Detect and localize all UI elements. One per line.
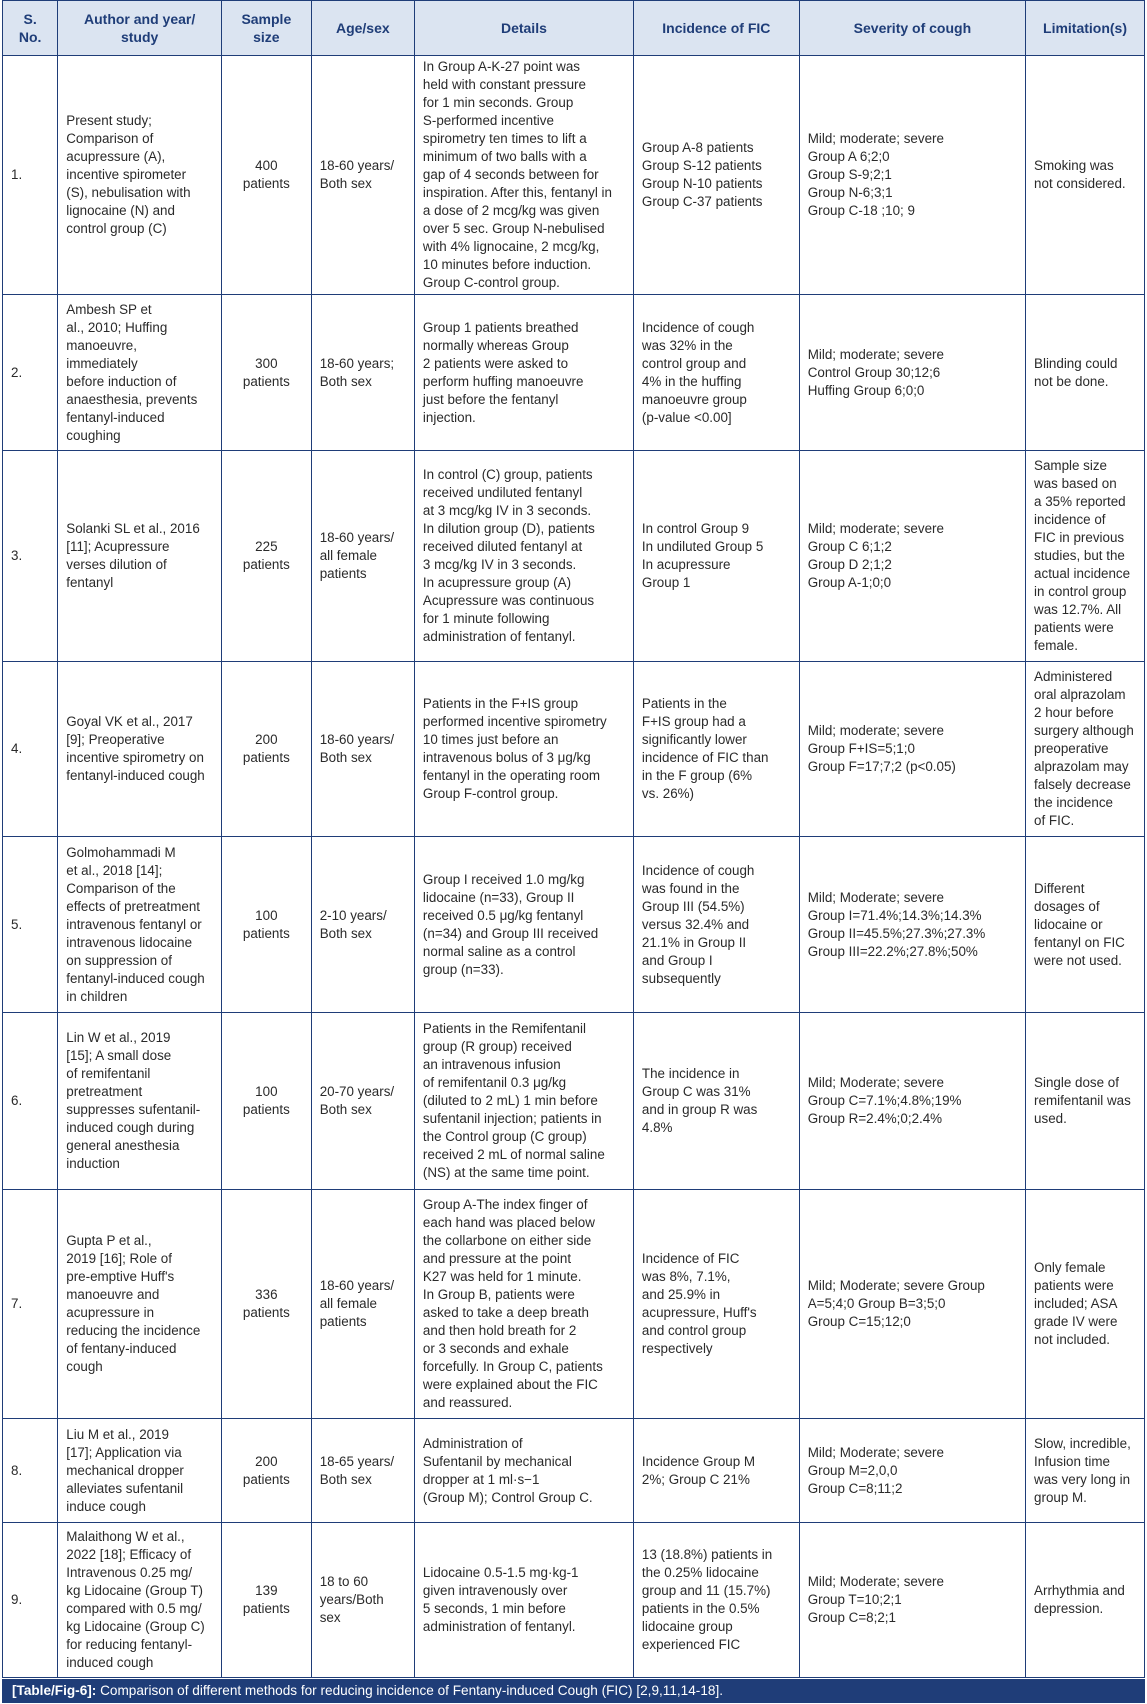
cell-age: 18-60 years/ all female patients	[311, 451, 414, 662]
cell-details: In Group A-K-27 point was held with constant pressure for 1 min seconds. Group S-performed incentive spirometry ten times to lift a minimum of two balls with a gap of 4 seconds between for inspiration. After this, fentanyl in a dose of 2 mcg/kg was given over 5 sec. Group N-nebulised with 4% lignocaine, 2 mcg/kg, 10 minutes before induction. Group C-control group.	[414, 56, 633, 295]
cell-severity: Mild; Moderate; severe Group M=2,0,0 Group C=8;11;2	[799, 1419, 1025, 1523]
cell-sno: 1.	[3, 56, 58, 295]
cell-sno: 7.	[3, 1190, 58, 1419]
cell-limitation: Single dose of remifentanil was used.	[1026, 1013, 1145, 1190]
table-row	[3, 1523, 1145, 1678]
cell-severity: Mild; Moderate; severe Group C=7.1%;4.8%;19% Group R=2.4%;0;2.4%	[799, 1013, 1025, 1190]
cell-incidence: Incidence Group M 2%; Group C 21%	[633, 1419, 799, 1523]
table-row	[3, 295, 1145, 451]
comparison-table	[2, 0, 1145, 1678]
cell-details: Patients in the Remifentanil group (R group) received an intravenous infusion of remifentanil 0.3 μg/kg (diluted to 2 mL) 1 min before sufentanil injection; patients in the Control group (C group) received 2 mL of normal saline (NS) at the same time point.	[414, 1013, 633, 1190]
table-row	[3, 1013, 1145, 1190]
cell-severity: Mild; moderate; severe Group C 6;1;2 Group D 2;1;2 Group A-1;0;0	[799, 451, 1025, 662]
cell-details: Group I received 1.0 mg/kg lidocaine (n=33), Group II received 0.5 μg/kg fentanyl (n=34) and Group III received normal saline as a control group (n=33).	[414, 837, 633, 1013]
cell-limitation: Sample size was based on a 35% reported incidence of FIC in previous studies, but the actual incidence in control group was 12.7%. All patients were female.	[1026, 451, 1145, 662]
cell-incidence: Incidence of cough was 32% in the control group and 4% in the huffing manoeuvre group (p-value <0.00]	[633, 295, 799, 451]
cell-author: Gupta P et al., 2019 [16]; Role of pre-emptive Huff's manoeuvre and acupressure in reducing the incidence of fentany-induced cough	[58, 1190, 222, 1419]
cell-age: 20-70 years/ Both sex	[311, 1013, 414, 1190]
cell-sno: 9.	[3, 1523, 58, 1678]
cell-sample: 300 patients	[222, 295, 312, 451]
cell-author: Present study; Comparison of acupressure (A), incentive spirometer (S), nebulisation with lignocaine (N) and control group (C)	[58, 56, 222, 295]
table-row	[3, 451, 1145, 662]
cell-severity: Mild; Moderate; severe Group T=10;2;1 Group C=8;2;1	[799, 1523, 1025, 1678]
cell-age: 18-65 years/ Both sex	[311, 1419, 414, 1523]
table-row	[3, 837, 1145, 1013]
cell-sample: 336 patients	[222, 1190, 312, 1419]
cell-limitation: Arrhythmia and depression.	[1026, 1523, 1145, 1678]
cell-severity: Mild; moderate; severe Group F+IS=5;1;0 Group F=17;7;2 (p<0.05)	[799, 662, 1025, 837]
cell-age: 18-60 years/ all female patients	[311, 1190, 414, 1419]
table-row	[3, 662, 1145, 837]
caption-label: [Table/Fig-6]:	[12, 1683, 97, 1698]
cell-sno: 8.	[3, 1419, 58, 1523]
cell-severity: Mild; Moderate; severe Group A=5;4;0 Group B=3;5;0 Group C=15;12;0	[799, 1190, 1025, 1419]
cell-incidence: Patients in the F+IS group had a significantly lower incidence of FIC than in the F group (6% vs. 26%)	[633, 662, 799, 837]
table-row	[3, 56, 1145, 295]
cell-sample: 139 patients	[222, 1523, 312, 1678]
cell-details: In control (C) group, patients received undiluted fentanyl at 3 mcg/kg IV in 3 seconds. In dilution group (D), patients received diluted fentanyl at 3 mcg/kg IV in 3 seconds. In acupressure group (A) Acupressure was continuous for 1 minute following administration of fentanyl.	[414, 451, 633, 662]
cell-sample: 100 patients	[222, 1013, 312, 1190]
cell-details: Group 1 patients breathed normally whereas Group 2 patients were asked to perform huffing manoeuvre just before the fentanyl injection.	[414, 295, 633, 451]
cell-limitation: Blinding could not be done.	[1026, 295, 1145, 451]
cell-author: Goyal VK et al., 2017 [9]; Preoperative incentive spirometry on fentanyl-induced cough	[58, 662, 222, 837]
cell-sample: 100 patients	[222, 837, 312, 1013]
cell-incidence: Incidence of FIC was 8%, 7.1%, and 25.9% in acupressure, Huff's and control group respectively	[633, 1190, 799, 1419]
header-details: Details	[414, 1, 633, 56]
cell-incidence: In control Group 9 In undiluted Group 5 In acupressure Group 1	[633, 451, 799, 662]
cell-incidence: The incidence in Group C was 31% and in group R was 4.8%	[633, 1013, 799, 1190]
cell-sno: 5.	[3, 837, 58, 1013]
cell-sample: 200 patients	[222, 662, 312, 837]
header-incidence: Incidence of FIC	[633, 1, 799, 56]
table-row	[3, 1190, 1145, 1419]
cell-severity: Mild; Moderate; severe Group I=71.4%;14.3%;14.3% Group II=45.5%;27.3%;27.3% Group III=22.2%;27.8%;50%	[799, 837, 1025, 1013]
cell-details: Group A-The index finger of each hand was placed below the collarbone on either side and pressure at the point K27 was held for 1 minute. In Group B, patients were asked to take a deep breath and then hold breath for 2 or 3 seconds and exhale forcefully. In Group C, patients were explained about the FIC and reassured.	[414, 1190, 633, 1419]
cell-age: 18-60 years/ Both sex	[311, 662, 414, 837]
cell-sno: 2.	[3, 295, 58, 451]
cell-age: 18-60 years/ Both sex	[311, 56, 414, 295]
cell-limitation: Slow, incredible, Infusion time was very long in group M.	[1026, 1419, 1145, 1523]
cell-sample: 400 patients	[222, 56, 312, 295]
cell-author: Malaithong W et al., 2022 [18]; Efficacy of Intravenous 0.25 mg/ kg Lidocaine (Group T) compared with 0.5 mg/ kg Lidocaine (Group C) for reducing fentanyl- induced cough	[58, 1523, 222, 1678]
cell-severity: Mild; moderate; severe Control Group 30;12;6 Huffing Group 6;0;0	[799, 295, 1025, 451]
table-caption	[2, 1679, 1145, 1703]
cell-sno: 3.	[3, 451, 58, 662]
cell-age: 18 to 60 years/Both sex	[311, 1523, 414, 1678]
cell-limitation: Only female patients were included; ASA grade IV were not included.	[1026, 1190, 1145, 1419]
cell-details: Lidocaine 0.5-1.5 mg·kg-1 given intravenously over 5 seconds, 1 min before administration of fentanyl.	[414, 1523, 633, 1678]
cell-sample: 225 patients	[222, 451, 312, 662]
cell-age: 18-60 years; Both sex	[311, 295, 414, 451]
header-sample-size: Sample size	[222, 1, 312, 56]
header-age-sex: Age/sex	[311, 1, 414, 56]
header-sno: S. No.	[3, 1, 58, 56]
cell-incidence: Group A-8 patients Group S-12 patients Group N-10 patients Group C-37 patients	[633, 56, 799, 295]
cell-sno: 6.	[3, 1013, 58, 1190]
header-author: Author and year/ study	[58, 1, 222, 56]
cell-author: Solanki SL et al., 2016 [11]; Acupressure verses dilution of fentanyl	[58, 451, 222, 662]
cell-age: 2-10 years/ Both sex	[311, 837, 414, 1013]
header-severity: Severity of cough	[799, 1, 1025, 56]
cell-details: Patients in the F+IS group performed incentive spirometry 10 times just before an intravenous bolus of 3 μg/kg fentanyl in the operating room Group F-control group.	[414, 662, 633, 837]
cell-limitation: Smoking was not considered.	[1026, 56, 1145, 295]
cell-author: Liu M et al., 2019 [17]; Application via mechanical dropper alleviates sufentanil induce cough	[58, 1419, 222, 1523]
table-header-row	[3, 1, 1145, 56]
cell-severity: Mild; moderate; severe Group A 6;2;0 Group S-9;2;1 Group N-6;3;1 Group C-18 ;10; 9	[799, 56, 1025, 295]
cell-limitation: Administered oral alprazolam 2 hour before surgery although preoperative alprazolam may falsely decrease the incidence of FIC.	[1026, 662, 1145, 837]
table-row	[3, 1419, 1145, 1523]
cell-sno: 4.	[3, 662, 58, 837]
cell-details: Administration of Sufentanil by mechanical dropper at 1 ml·s−1 (Group M); Control Group C.	[414, 1419, 633, 1523]
cell-author: Golmohammadi M et al., 2018 [14]; Comparison of the effects of pretreatment intravenous fentanyl or intravenous lidocaine on suppression of fentanyl-induced cough in children	[58, 837, 222, 1013]
cell-author: Lin W et al., 2019 [15]; A small dose of remifentanil pretreatment suppresses sufentanil- induced cough during general anesthesia induction	[58, 1013, 222, 1190]
caption-text: Comparison of different methods for reducing incidence of Fentany-induced Cough (FIC) [2,9,11,14-18].	[96, 1683, 723, 1698]
cell-author: Ambesh SP et al., 2010; Huffing manoeuvre, immediately before induction of anaesthesia, prevents fentanyl-induced coughing	[58, 295, 222, 451]
cell-incidence: 13 (18.8%) patients in the 0.25% lidocaine group and 11 (15.7%) patients in the 0.5% lidocaine group experienced FIC	[633, 1523, 799, 1678]
cell-incidence: Incidence of cough was found in the Group III (54.5%) versus 32.4% and 21.1% in Group II and Group I subsequently	[633, 837, 799, 1013]
cell-limitation: Different dosages of lidocaine or fentanyl on FIC were not used.	[1026, 837, 1145, 1013]
cell-sample: 200 patients	[222, 1419, 312, 1523]
header-limitations: Limitation(s)	[1026, 1, 1145, 56]
